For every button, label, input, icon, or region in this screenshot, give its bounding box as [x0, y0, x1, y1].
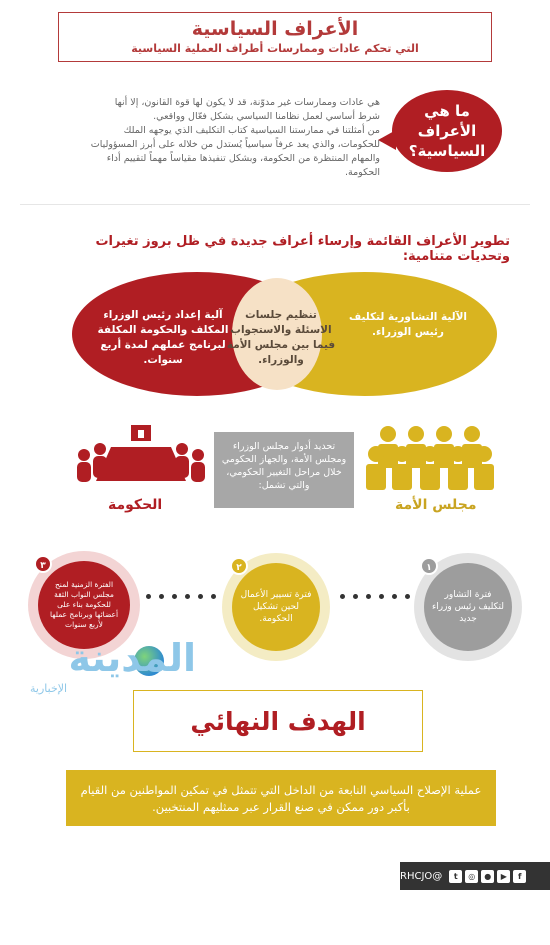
stage-2-circle	[232, 563, 320, 651]
question-bubble	[392, 90, 502, 172]
intro-paragraph-2: من أمثلتنا في ممارستنا السياسية كتاب التكليف الذي يوجهه الملك للحكومات، والذي يعد عرفاً سياسياً يُستدل من خلاله على أبرز المسؤوليات والمهام المنتظرة من الحكومة، وبشكل تنفيذها مقياساً مهماً لتقييم أداء الحكومة.	[90, 125, 380, 178]
social-handle[interactable]: @RHCJO	[400, 870, 443, 882]
stage-1-text: فترة التشاور لتكليف رئيس وزراء جديد	[432, 590, 504, 624]
stage-3-number: ٣	[34, 555, 52, 573]
stage-connector-1	[340, 594, 410, 600]
watermark-title: المدينة	[68, 636, 196, 680]
goal-ribbon: عملية الإصلاح السياسي النابعة من الداخل التي تتمثل في تمكين المواطنين من القيام بأكبر دور ممكن في صنع القرار عبر ممثليهم المنتخبين.	[66, 770, 496, 826]
stage-connector-2	[146, 594, 216, 600]
watermark-subtitle: الإخبارية	[30, 682, 68, 695]
footer-social-bar	[400, 862, 550, 890]
stage-2-text: فترة تسيير الأعمال لحين تشكيل الحكومة.	[240, 590, 312, 624]
stage-2-number: ٢	[230, 557, 248, 575]
goal-box	[133, 690, 423, 752]
venn-text-government: آلية إعداد رئيس الوزراء المكلف والحكومة المكلفة لبرنامج عملهم لمدة أربع سنوات.	[97, 309, 229, 366]
venn-text-assembly: الآلية التشاورية لتكليف رئيس الوزراء.	[348, 311, 468, 338]
assembly-people-icon	[364, 424, 496, 492]
page-title: الأعراف السياسية	[191, 18, 359, 40]
twitter-icon[interactable]: t	[449, 870, 462, 883]
page-subtitle: التي تحكم عادات وممارسات أطراف العملية السياسية	[131, 42, 419, 55]
intro-paragraph-1: هي عادات وممارسات غير مدوّنة، قد لا يكون لها قوة القانون، إلا أنها شرط أساسي لعمل نظامنا السياسي بشكل فعّال وواقعي.	[114, 97, 380, 122]
stage-3-text: الفترة الزمنية لمنح مجلس النواب الثقة للحكومة بناء على أعضائها وبرنامج عملها لأربع سنوات	[49, 580, 119, 629]
stage-1-number: ١	[420, 557, 438, 575]
government-meeting-icon	[76, 425, 206, 489]
government-label: الحكومة	[108, 497, 163, 513]
venn-text-shared: تنظيم جلسات الاسئلة والاستجواب فيما بين مجلس الأمة والوزراء.	[226, 309, 336, 366]
roles-box: تحديد أدوار مجلس الوزراء ومجلس الأمة، والجهاز الحكومي خلال مراحل التغيير الحكومي، والتي تشمل:	[214, 432, 354, 508]
section-title: تطوير الأعراف القائمة وإرساء أعراف جديدة في ظل بروز تغيرات وتحديات متنامية:	[95, 234, 510, 264]
assembly-label: مجلس الأمة	[395, 497, 477, 513]
stage-1-circle	[424, 563, 512, 651]
goal-title: الهدف النهائي	[190, 706, 366, 736]
flickr-icon[interactable]: ●	[481, 870, 494, 883]
instagram-icon[interactable]: ◎	[465, 870, 478, 883]
question-text: ما هي الأعراف السياسية؟	[408, 102, 486, 160]
header-box	[58, 12, 492, 62]
youtube-icon[interactable]: ▶	[497, 870, 510, 883]
divider	[20, 204, 530, 205]
venn-diagram	[0, 272, 550, 402]
facebook-icon[interactable]: f	[513, 870, 526, 883]
intro-text	[90, 96, 380, 180]
